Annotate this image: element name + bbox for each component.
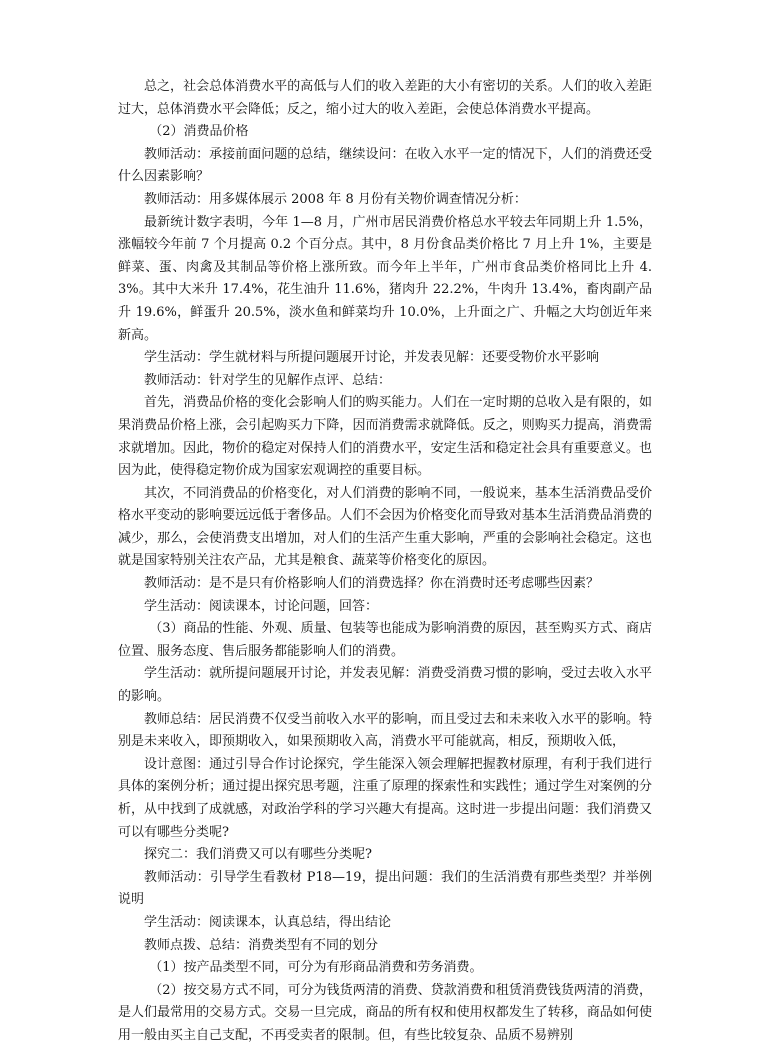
paragraph-design-intent: 设计意图：通过引导合作讨论探究，学生能深入领会理解把握教材原理，有利于我们进行具体的案例分析；通过提出探究思考题，注重了原理的探索性和实践性；通过学生对案例的分析，从中找到了成就感，对政治学科的学习兴趣大有提高。这时进一步提出问题：我们消费又可以有哪些分类呢? (118, 756, 652, 840)
paragraph-teacher-guide: 教师活动：引导学生看教材 P18—19，提出问题：我们的生活消费有那些类型？并举例说明 (118, 869, 652, 908)
paragraph-teacher-types: 教师点拨、总结：消费类型有不同的划分 (144, 937, 379, 953)
paragraph-type-transaction: （2）按交易方式不同，可分为钱货两清的消费、贷款消费和租赁消费钱货两清的消费，是人们最常用的交易方式。交易一旦完成，商品的所有权和使用权都发生了转移，商品如何使用一般由买主自己支配，不再受卖者的限制。但，有些比较复杂、品质不易辨别 (118, 982, 652, 1043)
paragraph-student-habits: 学生活动：就所提问题展开讨论，并发表见解：消费受消费习惯的影响，受过去收入水平的影响。 (118, 666, 652, 705)
paragraph-first-point: 首先，消费品价格的变化会影响人们的购买能力。人们在一定时期的总收入是有限的，如果消费品价格上涨，会引起购买力下降，因而消费需求就降低。反之，则购买力提高，消费需求就增加。因此，物价的稳定对保持人们的消费水平，安定生活和稳定社会具有重要意义。也因为此，使得稳定物价成为国家宏观调控的重要目标。 (118, 395, 652, 479)
paragraph-student-conclusion: 学生活动：阅读课本，认真总结，得出结论 (144, 914, 392, 930)
paragraph-teacher-comment: 教师活动：针对学生的见解作点评、总结： (144, 372, 392, 388)
paragraph-teacher-multimedia: 教师活动：用多媒体展示 2008 年 8 月份有关物价调查情况分析： (144, 191, 527, 207)
paragraph-student-discussion: 学生活动：学生就材料与所提问题展开讨论，并发表见解：还要受物价水平影响 (144, 350, 600, 366)
paragraph-teacher-question-2: 教师活动：是不是只有价格影响人们的消费选择？你在消费时还考虑哪些因素？ (144, 576, 600, 592)
heading-consumer-goods-price: （2）消费品价格 (149, 124, 249, 140)
paragraph-income-gap: 总之，社会总体消费水平的高低与人们的收入差距的大小有密切的关系。人们的收入差距过大，总体消费水平会降低；反之，缩小过大的收入差距，会使总体消费水平提高。 (118, 79, 652, 117)
paragraph-student-reading: 学生活动：阅读课本，讨论问题，回答： (144, 598, 379, 614)
paragraph-teacher-summary: 教师总结：居民消费不仅受当前收入水平的影响，而且受过去和未来收入水平的影响。特别是未来收入，即预期收入，如果预期收入高，消费水平可能就高，相反，预期收入低， (118, 711, 652, 750)
paragraph-second-point: 其次，不同消费品的价格变化，对人们消费的影响不同，一般说来，基本生活消费品受价格水平变动的影响要远远低于奢侈品。人们不会因为价格变化而导致对基本生活消费品消费的减少，那么，会使消费支出增加，对人们的生活产生重大影响，严重的会影响社会稳定。这也就是国家特别关注农产品，尤其是粮食、蔬菜等价格变化的原因。 (118, 485, 652, 569)
paragraph-statistics: 最新统计数字表明，今年 1—8 月，广州市居民消费价格总水平较去年同期上升 1.5%，涨幅较今年前 7 个月提高 0.2 个百分点。其中，8 月份食品类价格比 7 月上升 1%，主要是鲜菜、蛋、肉禽及其制品等价格上涨所致。而今年上半年，广州市食品类价格同比上升 4.3%。其中大米升 17.4%，花生油升 11.6%，猪肉升 22.2%，牛肉升 13.4%，畜肉副产品升 19.6%，鲜蛋升 20.5%，淡水鱼和鲜菜均升 10.0%，上升面之广、升幅之大均创近年来新高。 (118, 214, 652, 343)
document-page (118, 76, 652, 1048)
paragraph-teacher-question: 教师活动：承接前面问题的总结，继续设问：在收入水平一定的情况下，人们的消费还受什么因素影响？ (118, 146, 652, 185)
paragraph-exploration-two: 探究二：我们消费又可以有哪些分类呢? (144, 847, 372, 863)
paragraph-type-product: （1）按产品类型不同，可分为有形商品消费和劳务消费。 (149, 960, 483, 976)
paragraph-goods-attributes: （3）商品的性能、外观、质量、包装等也能成为影响消费的原因，甚至购买方式、商店位置、服务态度、售后服务都能影响人们的消费。 (118, 621, 652, 659)
